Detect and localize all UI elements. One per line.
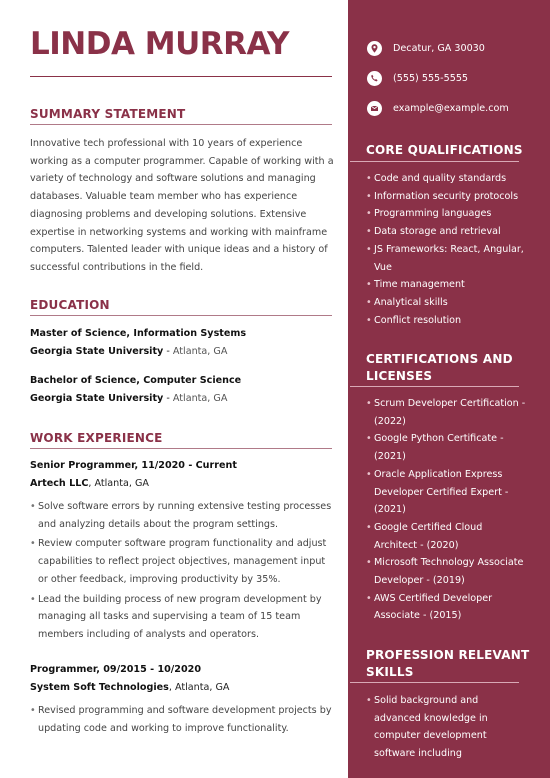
core-divider	[350, 161, 519, 162]
skills-heading: PROFESSION RELEVANT SKILLS	[366, 648, 530, 679]
job-location: , Atlanta, GA	[168, 681, 230, 693]
job-bullets	[30, 498, 335, 646]
school: Georgia State University	[30, 345, 164, 357]
school-separator: -	[163, 345, 173, 357]
list-item: • Information security protocols	[366, 188, 526, 206]
work-divider	[30, 448, 332, 449]
job-bullets	[30, 702, 335, 739]
summary-heading: SUMMARY STATEMENT	[30, 107, 186, 121]
list-item: • Code and quality standards	[366, 170, 526, 188]
envelope-icon	[367, 101, 382, 116]
contact-address	[367, 41, 485, 56]
location-pin-icon	[367, 41, 382, 56]
list-item: • Analytical skills	[366, 294, 526, 312]
school: Georgia State University	[30, 392, 164, 404]
skills-divider	[350, 682, 519, 683]
list-item: • Scrum Developer Certification - (2022)	[366, 395, 526, 430]
job-title: Programmer, 09/2015 - 10/2020	[30, 664, 202, 675]
degree: Master of Science, Information Systems	[30, 328, 247, 339]
list-item: • Microsoft Technology Associate Developer - (2019)	[366, 554, 526, 589]
skills-list	[366, 692, 526, 763]
phone-text: (555) 555-5555	[393, 73, 469, 84]
education-divider	[30, 315, 332, 316]
school-line	[30, 343, 246, 361]
name-divider	[30, 76, 332, 77]
degree: Bachelor of Science, Computer Science	[30, 375, 242, 386]
list-item: • Review computer software program functionality and adjust capabilities to reflect project objectives, management input or other feedback, improving productivity by 35%.	[30, 535, 335, 588]
list-item: • Data storage and retrieval	[366, 223, 526, 241]
email-link[interactable]: example@example.com	[393, 103, 509, 114]
phone-icon	[367, 71, 382, 86]
list-item: • Time management	[366, 276, 526, 294]
summary-text: Innovative tech professional with 10 years of experience working as a computer programmer. Capable of working with a variety of technology and software solutions and managing databases. Valuable team member who has experience diagnosing problems and developing solutions. Extensive expertise in networking systems and working with mainframe computers. Talented leader with unique ideas and a history of successful contributions in the field.	[30, 138, 334, 273]
contact-email[interactable]	[367, 101, 509, 116]
job-header	[30, 661, 230, 696]
school-location: Atlanta, GA	[172, 392, 228, 404]
list-item: • Solid background and advanced knowledge in computer development software including	[366, 692, 526, 763]
core-list	[366, 170, 526, 329]
list-item: • Lead the building process of new program development by managing all tasks and supervising a team of 15 team members including of analysts and operators.	[30, 591, 335, 644]
work-heading: WORK EXPERIENCE	[30, 431, 163, 445]
job-company: Artech LLC	[30, 477, 89, 489]
list-item: • AWS Certified Developer Associate - (2015)	[366, 590, 526, 625]
certs-list	[366, 395, 526, 625]
summary-divider	[30, 124, 332, 125]
certs-heading: CERTIFICATIONS AND LICENSES	[366, 352, 513, 383]
list-item: • Google Python Certificate - (2021)	[366, 430, 526, 465]
certs-divider	[350, 386, 519, 387]
school-location: Atlanta, GA	[172, 345, 228, 357]
job-location: , Atlanta, GA	[88, 477, 149, 489]
list-item: • Oracle Application Express Developer Certified Expert - (2021)	[366, 466, 526, 519]
education-entry	[30, 325, 246, 360]
school-line	[30, 390, 241, 408]
contact-phone	[367, 71, 468, 86]
list-item: • Programming languages	[366, 205, 526, 223]
list-item: • Google Certified Cloud Architect - (2020)	[366, 519, 526, 554]
list-item: • Solve software errors by running extensive testing processes and analyzing details about the program settings.	[30, 498, 335, 533]
job-title: Senior Programmer, 11/2020 - Current	[30, 460, 237, 471]
address-text: Decatur, GA 30030	[393, 43, 485, 54]
education-entry	[30, 372, 241, 407]
list-item: • JS Frameworks: React, Angular, Vue	[366, 241, 526, 276]
job-header	[30, 457, 237, 492]
list-item: • Conflict resolution	[366, 312, 526, 330]
education-heading: EDUCATION	[30, 298, 110, 312]
job-company-line	[30, 475, 237, 493]
job-company-line	[30, 679, 230, 697]
job-company: System Soft Technologies	[30, 681, 169, 693]
list-item: • Revised programming and software development projects by updating code and working to improve functionality.	[30, 702, 335, 737]
core-heading: CORE QUALIFICATIONS	[366, 143, 523, 157]
school-separator: -	[163, 392, 173, 404]
candidate-name: LINDA MURRAY	[30, 26, 289, 62]
